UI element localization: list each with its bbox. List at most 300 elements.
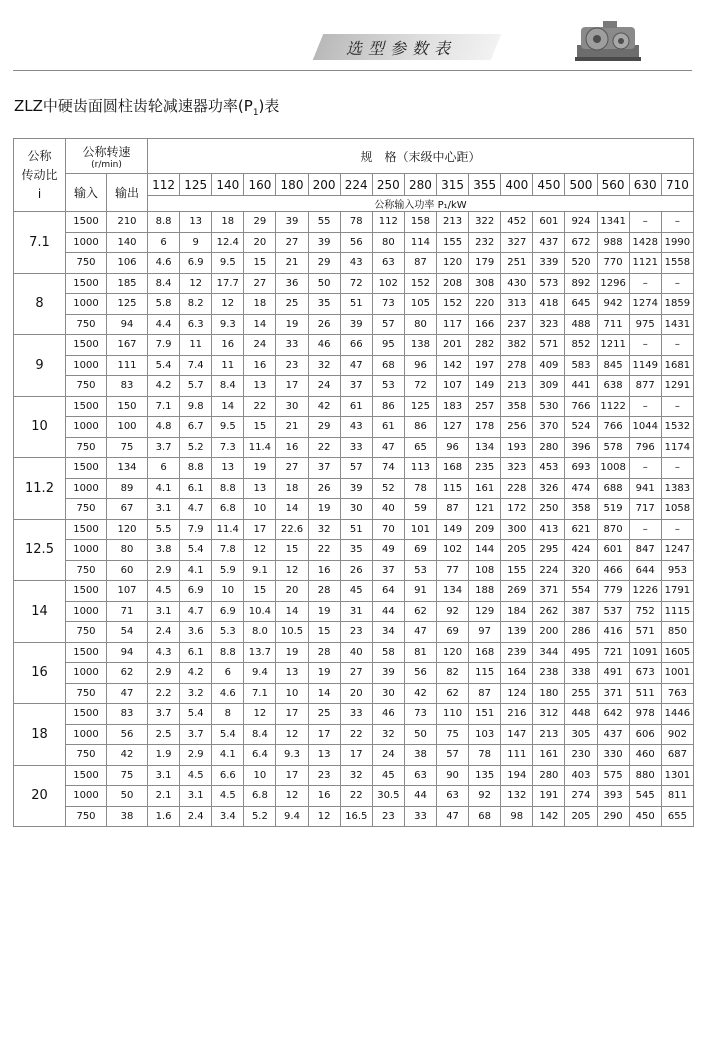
power-cell: 387 xyxy=(565,601,597,622)
power-cell: 554 xyxy=(565,581,597,602)
power-cell: 4.2 xyxy=(180,663,212,684)
power-cell: 2.1 xyxy=(148,786,180,807)
power-cell: 39 xyxy=(372,663,404,684)
table-row xyxy=(14,581,694,602)
size-header: 500 xyxy=(565,174,597,196)
power-cell: 257 xyxy=(469,396,501,417)
power-cell: 37 xyxy=(308,458,340,479)
input-speed-cell: 750 xyxy=(66,806,107,827)
power-cell: 437 xyxy=(597,724,629,745)
power-cell: 850 xyxy=(661,622,693,643)
power-cell: 892 xyxy=(565,273,597,294)
power-cell: 12 xyxy=(308,806,340,827)
power-cell: 1291 xyxy=(661,376,693,397)
power-cell: 9.5 xyxy=(212,417,244,438)
power-cell: 687 xyxy=(661,745,693,766)
ratio-cell: 16 xyxy=(14,642,66,704)
power-cell: 180 xyxy=(533,683,565,704)
power-cell: 418 xyxy=(533,294,565,315)
power-cell: 63 xyxy=(404,765,436,786)
input-speed-cell: 1000 xyxy=(66,601,107,622)
power-cell: 13 xyxy=(308,745,340,766)
power-cell: 144 xyxy=(469,540,501,561)
output-speed-cell: 134 xyxy=(107,458,148,479)
power-cell: 262 xyxy=(533,601,565,622)
power-cell: 96 xyxy=(437,437,469,458)
table-row xyxy=(14,437,694,458)
output-speed-cell: 94 xyxy=(107,642,148,663)
power-cell: 10.4 xyxy=(244,601,276,622)
power-cell: 1605 xyxy=(661,642,693,663)
power-cell: 1990 xyxy=(661,232,693,253)
power-cell: 168 xyxy=(437,458,469,479)
power-cell: 50 xyxy=(308,273,340,294)
power-cell: 151 xyxy=(469,704,501,725)
size-header: 125 xyxy=(180,174,212,196)
power-cell: 5.4 xyxy=(180,540,212,561)
output-speed-cell: 67 xyxy=(107,499,148,520)
power-cell: 17.7 xyxy=(212,273,244,294)
power-cell: 251 xyxy=(501,253,533,274)
power-cell: 9.1 xyxy=(244,560,276,581)
input-speed-cell: 1500 xyxy=(66,458,107,479)
power-cell: 4.5 xyxy=(212,786,244,807)
power-cell: 344 xyxy=(533,642,565,663)
power-cell: 24 xyxy=(244,335,276,356)
table-row xyxy=(14,560,694,581)
power-cell: – xyxy=(661,212,693,233)
power-cell: 75 xyxy=(437,724,469,745)
power-cell: 135 xyxy=(469,765,501,786)
ratio-header: 公称 传动比 i xyxy=(14,139,66,212)
power-cell: 193 xyxy=(501,437,533,458)
ratio-cell: 11.2 xyxy=(14,458,66,520)
power-cell: 902 xyxy=(661,724,693,745)
output-speed-cell: 150 xyxy=(107,396,148,417)
power-cell: 8.4 xyxy=(148,273,180,294)
input-speed-cell: 1000 xyxy=(66,478,107,499)
power-cell: 26 xyxy=(308,314,340,335)
power-cell: 32 xyxy=(308,519,340,540)
power-cell: 466 xyxy=(597,560,629,581)
power-cell: 796 xyxy=(629,437,661,458)
power-cell: 200 xyxy=(533,622,565,643)
power-cell: 13 xyxy=(212,458,244,479)
power-cell: 847 xyxy=(629,540,661,561)
power-cell: 22 xyxy=(340,724,372,745)
output-speed-cell: 185 xyxy=(107,273,148,294)
power-cell: 3.7 xyxy=(180,724,212,745)
power-cell: 161 xyxy=(469,478,501,499)
power-cell: 142 xyxy=(533,806,565,827)
power-cell: 96 xyxy=(404,355,436,376)
table-row xyxy=(14,355,694,376)
power-cell: 3.1 xyxy=(148,499,180,520)
power-cell: 6.1 xyxy=(180,642,212,663)
power-cell: 7.9 xyxy=(180,519,212,540)
power-cell: 280 xyxy=(533,765,565,786)
power-cell: 6.4 xyxy=(244,745,276,766)
table-row xyxy=(14,683,694,704)
power-cell: 638 xyxy=(597,376,629,397)
power-cell: 6 xyxy=(212,663,244,684)
table-row xyxy=(14,376,694,397)
power-cell: 642 xyxy=(597,704,629,725)
power-cell: 65 xyxy=(404,437,436,458)
power-cell: 1058 xyxy=(661,499,693,520)
power-cell: 6.8 xyxy=(212,499,244,520)
input-speed-cell: 750 xyxy=(66,314,107,335)
power-cell: 34 xyxy=(372,622,404,643)
power-cell: 8.8 xyxy=(180,458,212,479)
power-cell: 92 xyxy=(469,786,501,807)
power-cell: 5.3 xyxy=(212,622,244,643)
output-speed-cell: 120 xyxy=(107,519,148,540)
power-cell: 1859 xyxy=(661,294,693,315)
gearbox-icon xyxy=(575,15,641,63)
power-cell: 50 xyxy=(404,724,436,745)
power-cell: 18 xyxy=(244,294,276,315)
power-cell: 10 xyxy=(276,683,308,704)
size-header: 200 xyxy=(308,174,340,196)
power-cell: 655 xyxy=(661,806,693,827)
power-cell: 12 xyxy=(244,540,276,561)
power-cell: 371 xyxy=(533,581,565,602)
power-cell: 22.6 xyxy=(276,519,308,540)
size-header: 355 xyxy=(469,174,501,196)
table-row xyxy=(14,704,694,725)
power-cell: 941 xyxy=(629,478,661,499)
power-cell: 179 xyxy=(469,253,501,274)
size-header: 710 xyxy=(661,174,693,196)
power-cell: 16 xyxy=(308,786,340,807)
output-speed-cell: 50 xyxy=(107,786,148,807)
power-cell: 105 xyxy=(404,294,436,315)
power-cell: 300 xyxy=(501,519,533,540)
power-cell: 51 xyxy=(340,294,372,315)
power-cell: 571 xyxy=(629,622,661,643)
power-cell: 113 xyxy=(404,458,436,479)
table-row xyxy=(14,601,694,622)
power-cell: 17 xyxy=(244,519,276,540)
power-cell: 1149 xyxy=(629,355,661,376)
power-cell: 880 xyxy=(629,765,661,786)
power-cell: 11 xyxy=(212,355,244,376)
power-cell: 112 xyxy=(372,212,404,233)
power-cell: 69 xyxy=(404,540,436,561)
power-cell: 452 xyxy=(501,212,533,233)
output-speed-cell: 75 xyxy=(107,437,148,458)
power-cell: 488 xyxy=(565,314,597,335)
power-cell: 22 xyxy=(340,786,372,807)
power-cell: 1001 xyxy=(661,663,693,684)
power-cell: 645 xyxy=(565,294,597,315)
power-cell: 29 xyxy=(244,212,276,233)
power-cell: 57 xyxy=(437,745,469,766)
power-cell: 7.8 xyxy=(212,540,244,561)
power-cell: 530 xyxy=(533,396,565,417)
power-cell: 52 xyxy=(372,478,404,499)
power-cell: 17 xyxy=(276,765,308,786)
table-row xyxy=(14,294,694,315)
power-cell: 69 xyxy=(437,622,469,643)
input-speed-header: 输入 xyxy=(66,174,107,212)
power-cell: 1428 xyxy=(629,232,661,253)
power-cell: 524 xyxy=(565,417,597,438)
power-cell: 72 xyxy=(404,376,436,397)
power-cell: 4.6 xyxy=(212,683,244,704)
power-cell: 90 xyxy=(437,765,469,786)
power-cell: 235 xyxy=(469,458,501,479)
power-cell: 583 xyxy=(565,355,597,376)
power-cell: 1558 xyxy=(661,253,693,274)
power-cell: – xyxy=(629,273,661,294)
power-cell: 1274 xyxy=(629,294,661,315)
input-speed-cell: 1500 xyxy=(66,642,107,663)
power-cell: 108 xyxy=(469,560,501,581)
power-cell: 309 xyxy=(533,376,565,397)
power-cell: 6.8 xyxy=(244,786,276,807)
ratio-cell: 18 xyxy=(14,704,66,766)
power-cell: – xyxy=(661,335,693,356)
power-cell: 46 xyxy=(308,335,340,356)
power-cell: 24 xyxy=(308,376,340,397)
power-cell: 78 xyxy=(469,745,501,766)
power-cell: 1226 xyxy=(629,581,661,602)
power-cell: 53 xyxy=(404,560,436,581)
power-cell: 21 xyxy=(276,417,308,438)
power-cell: 305 xyxy=(565,724,597,745)
table-row xyxy=(14,765,694,786)
power-cell: 12 xyxy=(276,724,308,745)
power-cell: 205 xyxy=(565,806,597,827)
power-cell: 12.4 xyxy=(212,232,244,253)
power-cell: 5.7 xyxy=(180,376,212,397)
power-cell: 23 xyxy=(340,622,372,643)
power-cell: 188 xyxy=(469,581,501,602)
power-cell: 23 xyxy=(308,765,340,786)
power-cell: 102 xyxy=(437,540,469,561)
table-row xyxy=(14,417,694,438)
power-cell: 779 xyxy=(597,581,629,602)
power-cell: 312 xyxy=(533,704,565,725)
power-cell: 3.7 xyxy=(148,704,180,725)
power-cell: 59 xyxy=(404,499,436,520)
power-cell: 845 xyxy=(597,355,629,376)
power-cell: 158 xyxy=(404,212,436,233)
table-row xyxy=(14,806,694,827)
power-cell: 74 xyxy=(372,458,404,479)
power-cell: 191 xyxy=(533,786,565,807)
power-cell: 40 xyxy=(372,499,404,520)
output-speed-header: 输出 xyxy=(107,174,148,212)
power-cell: – xyxy=(629,396,661,417)
power-cell: 1247 xyxy=(661,540,693,561)
power-cell: 1115 xyxy=(661,601,693,622)
power-cell: 370 xyxy=(533,417,565,438)
output-speed-cell: 83 xyxy=(107,376,148,397)
power-cell: 16 xyxy=(212,335,244,356)
input-speed-cell: 1500 xyxy=(66,765,107,786)
power-cell: 35 xyxy=(308,294,340,315)
power-cell: 39 xyxy=(308,232,340,253)
power-cell: 102 xyxy=(372,273,404,294)
power-cell: 327 xyxy=(501,232,533,253)
power-cell: 11 xyxy=(180,335,212,356)
power-cell: 15 xyxy=(244,581,276,602)
power-cell: 166 xyxy=(469,314,501,335)
power-cell: 711 xyxy=(597,314,629,335)
power-cell: – xyxy=(629,519,661,540)
power-cell: 601 xyxy=(533,212,565,233)
power-cell: 942 xyxy=(597,294,629,315)
power-cell: 4.7 xyxy=(180,499,212,520)
power-cell: 6.9 xyxy=(180,581,212,602)
power-cell: 1008 xyxy=(597,458,629,479)
size-header: 630 xyxy=(629,174,661,196)
header-rule xyxy=(13,70,692,71)
power-cell: 15 xyxy=(308,622,340,643)
power-cell: 8 xyxy=(212,704,244,725)
power-cell: 1301 xyxy=(661,765,693,786)
power-cell: 26 xyxy=(308,478,340,499)
power-cell: 811 xyxy=(661,786,693,807)
power-cell: 80 xyxy=(404,314,436,335)
power-cell: 16 xyxy=(276,437,308,458)
table-row xyxy=(14,232,694,253)
power-cell: 424 xyxy=(565,540,597,561)
power-cell: 644 xyxy=(629,560,661,581)
power-cell: 403 xyxy=(565,765,597,786)
power-cell: 205 xyxy=(501,540,533,561)
input-speed-cell: 1500 xyxy=(66,396,107,417)
power-cell: 17 xyxy=(276,704,308,725)
power-cell: 12 xyxy=(276,786,308,807)
power-cell: 22 xyxy=(308,437,340,458)
power-cell: 5.2 xyxy=(244,806,276,827)
power-cell: 86 xyxy=(372,396,404,417)
power-cell: 168 xyxy=(469,642,501,663)
power-cell: 152 xyxy=(437,294,469,315)
power-cell: 77 xyxy=(437,560,469,581)
size-header: 180 xyxy=(276,174,308,196)
table-row xyxy=(14,622,694,643)
power-cell: 9.4 xyxy=(244,663,276,684)
output-speed-cell: 62 xyxy=(107,663,148,684)
table-row xyxy=(14,314,694,335)
power-cell: 238 xyxy=(533,663,565,684)
power-cell: 19 xyxy=(276,314,308,335)
input-speed-cell: 1000 xyxy=(66,355,107,376)
power-cell: 1431 xyxy=(661,314,693,335)
power-cell: 87 xyxy=(469,683,501,704)
output-speed-cell: 210 xyxy=(107,212,148,233)
ratio-cell: 14 xyxy=(14,581,66,643)
input-speed-cell: 1500 xyxy=(66,335,107,356)
power-cell: 5.5 xyxy=(148,519,180,540)
power-cell: 290 xyxy=(597,806,629,827)
output-speed-cell: 54 xyxy=(107,622,148,643)
power-cell: – xyxy=(661,458,693,479)
table-row xyxy=(14,212,694,233)
power-cell: 13 xyxy=(244,376,276,397)
power-cell: 3.6 xyxy=(180,622,212,643)
power-cell: 7.9 xyxy=(148,335,180,356)
power-cell: 519 xyxy=(597,499,629,520)
power-cell: 4.6 xyxy=(148,253,180,274)
power-cell: 125 xyxy=(404,396,436,417)
power-cell: 6.9 xyxy=(180,253,212,274)
output-speed-cell: 80 xyxy=(107,540,148,561)
power-cell: 9.3 xyxy=(212,314,244,335)
power-cell: 32 xyxy=(308,355,340,376)
power-cell: 62 xyxy=(404,601,436,622)
power-cell: 1446 xyxy=(661,704,693,725)
power-cell: 230 xyxy=(565,745,597,766)
power-cell: 7.3 xyxy=(212,437,244,458)
table-row xyxy=(14,335,694,356)
power-cell: 852 xyxy=(565,335,597,356)
power-cell: 4.3 xyxy=(148,642,180,663)
power-cell: 396 xyxy=(565,437,597,458)
power-cell: 1174 xyxy=(661,437,693,458)
power-cell: 545 xyxy=(629,786,661,807)
power-cell: 107 xyxy=(437,376,469,397)
output-speed-cell: 107 xyxy=(107,581,148,602)
output-speed-cell: 125 xyxy=(107,294,148,315)
power-cell: 382 xyxy=(501,335,533,356)
power-cell: 766 xyxy=(597,417,629,438)
power-cell: 2.5 xyxy=(148,724,180,745)
power-cell: 19 xyxy=(308,663,340,684)
power-cell: 43 xyxy=(340,417,372,438)
power-cell: 22 xyxy=(308,540,340,561)
power-cell: 250 xyxy=(533,499,565,520)
power-cell: 621 xyxy=(565,519,597,540)
power-cell: 152 xyxy=(404,273,436,294)
output-speed-cell: 111 xyxy=(107,355,148,376)
power-cell: 120 xyxy=(437,253,469,274)
power-cell: 42 xyxy=(308,396,340,417)
power-cell: 24 xyxy=(372,745,404,766)
power-cell: 63 xyxy=(372,253,404,274)
output-speed-cell: 140 xyxy=(107,232,148,253)
power-cell: 78 xyxy=(404,478,436,499)
ratio-cell: 10 xyxy=(14,396,66,458)
power-cell: 9.8 xyxy=(180,396,212,417)
power-cell: 194 xyxy=(501,765,533,786)
power-cell: 6.9 xyxy=(212,601,244,622)
power-cell: 32 xyxy=(372,724,404,745)
input-speed-cell: 750 xyxy=(66,253,107,274)
power-cell: 15 xyxy=(244,417,276,438)
power-cell: 172 xyxy=(501,499,533,520)
table-row xyxy=(14,253,694,274)
power-cell: 129 xyxy=(469,601,501,622)
output-speed-cell: 106 xyxy=(107,253,148,274)
input-speed-cell: 1000 xyxy=(66,294,107,315)
power-cell: 23 xyxy=(276,355,308,376)
power-cell: 114 xyxy=(404,232,436,253)
ratio-cell: 8 xyxy=(14,273,66,335)
power-cell: 115 xyxy=(437,478,469,499)
input-speed-cell: 1000 xyxy=(66,417,107,438)
power-cell: 33 xyxy=(276,335,308,356)
power-cell: 35 xyxy=(340,540,372,561)
power-cell: 393 xyxy=(597,786,629,807)
power-cell: 16 xyxy=(244,355,276,376)
power-cell: 7.1 xyxy=(148,396,180,417)
